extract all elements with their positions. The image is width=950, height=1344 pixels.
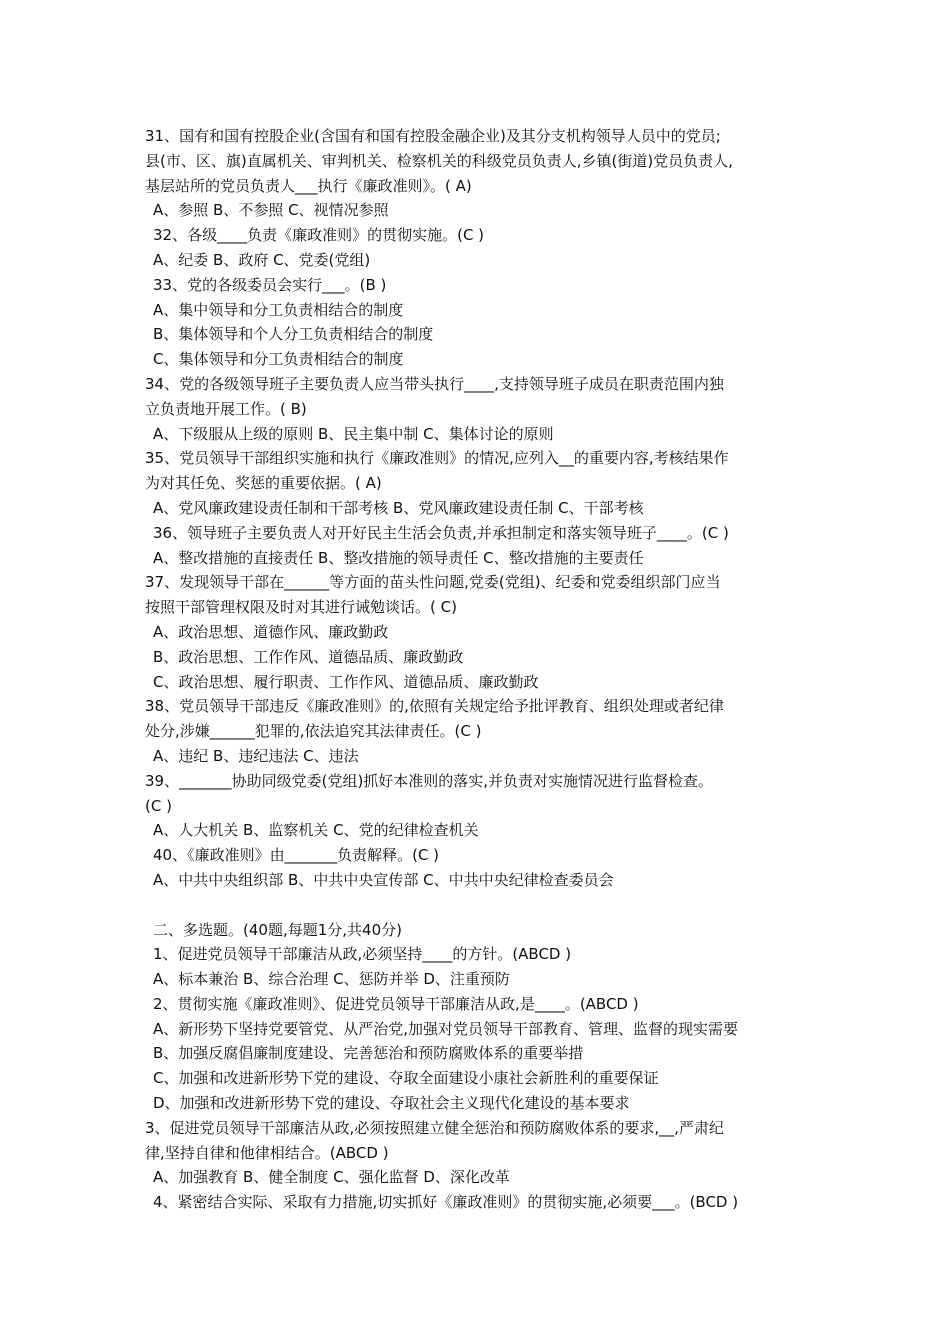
text-line: 立负责地开展工作。( B) (145, 399, 307, 418)
text-line: C、加强和改进新形势下党的建设、夺取全面建设小康社会新胜利的重要保证 (153, 1069, 659, 1088)
text-line: 1、促进党员领导干部廉洁从政,必须坚持____的方针。(ABCD ) (153, 945, 572, 964)
text-line: 32、各级____负责《廉政准则》的贯彻实施。(C ) (153, 226, 485, 245)
text-line: 二、多选题。(40题,每题1分,共40分) (153, 920, 402, 939)
text-line: B、政治思想、工作作风、道德品质、廉政勤政 (153, 647, 464, 666)
text-line: 律,坚持自律和他律相结合。(ABCD ) (145, 1143, 389, 1162)
text-line: 39、_______协助同级党委(党组)抓好本准则的落实,并负责对实施情况进行监督检查。 (145, 771, 714, 790)
text-line: A、整改措施的直接责任 B、整改措施的领导责任 C、整改措施的主要责任 (153, 548, 644, 567)
text-line (145, 893, 810, 918)
text-line: A、新形势下坚持党要管党、从严治党,加强对党员领导干部教育、管理、监督的现实需要 (153, 1019, 739, 1038)
text-line: A、党风廉政建设责任制和干部考核 B、党风廉政建设责任制 C、干部考核 (153, 498, 644, 517)
text-line: A、纪委 B、政府 C、党委(党组) (153, 250, 371, 269)
text-line: A、标本兼治 B、综合治理 C、惩防并举 D、注重预防 (153, 970, 510, 989)
document-page (145, 124, 810, 1215)
text-line: A、参照 B、不参照 C、视情况参照 (153, 201, 389, 220)
text-line: 40、《廉政准则》由_______负责解释。(C ) (153, 846, 440, 865)
text-line: C、政治思想、履行职责、工作作风、道德品质、廉政勤政 (153, 672, 539, 691)
text-line: 35、党员领导干部组织实施和执行《廉政准则》的情况,应列入__的重要内容,考核结果作 (145, 449, 729, 468)
text-line: 37、发现领导干部在______等方面的苗头性问题,党委(党组)、纪委和党委组织部门应当 (145, 573, 721, 592)
text-line: 34、党的各级领导班子主要负责人应当带头执行____,支持领导班子成员在职责范围内独 (145, 374, 724, 393)
text-line: 38、党员领导干部违反《廉政准则》的,依照有关规定给予批评教育、组织处理或者纪律 (145, 697, 724, 716)
text-line: D、加强和改进新形势下党的建设、夺取社会主义现代化建设的基本要求 (153, 1094, 630, 1113)
text-line: (C ) (145, 796, 172, 815)
text-line: A、加强教育 B、健全制度 C、强化监督 D、深化改革 (153, 1168, 510, 1187)
text-line: B、加强反腐倡廉制度建设、完善惩治和预防腐败体系的重要举措 (153, 1044, 584, 1063)
text-line: A、政治思想、道德作风、廉政勤政 (153, 622, 389, 641)
text-line: 36、领导班子主要负责人对开好民主生活会负责,并承担制定和落实领导班子____。(C ) (153, 523, 729, 542)
text-line: 3、促进党员领导干部廉洁从政,必须按照建立健全惩治和预防腐败体系的要求,__,严肃纪 (145, 1118, 724, 1137)
text-line: A、集中领导和分工负责相结合的制度 (153, 300, 404, 319)
text-line: 为对其任免、奖惩的重要依据。( A) (145, 474, 382, 493)
text-line: 33、党的各级委员会实行___。(B ) (153, 275, 387, 294)
text-line: A、下级服从上级的原则 B、民主集中制 C、集体讨论的原则 (153, 424, 554, 443)
text-line: A、中共中央组织部 B、中共中央宣传部 C、中共中央纪律检查委员会 (153, 870, 614, 889)
text-line: 2、贯彻实施《廉政准则》、促进党员领导干部廉洁从政,是____。(ABCD ) (153, 994, 639, 1013)
text-line: 按照干部管理权限及时对其进行诫勉谈话。( C) (145, 598, 457, 617)
text-line: 4、紧密结合实际、采取有力措施,切实抓好《廉政准则》的贯彻实施,必须要___。(BCD ) (153, 1193, 739, 1212)
text-line: 处分,涉嫌______犯罪的,依法追究其法律责任。(C ) (145, 722, 482, 741)
text-line: 31、国有和国有控股企业(含国有和国有控股金融企业)及其分支机构领导人员中的党员; (145, 127, 721, 145)
text-line: 基层站所的党员负责人___执行《廉政准则》。( A) (145, 176, 472, 195)
text-line: C、集体领导和分工负责相结合的制度 (153, 350, 404, 369)
text-line: 县(市、区、旗)直属机关、审判机关、检察机关的科级党员负责人,乡镇(街道)党员负责人, (145, 151, 733, 170)
text-line: B、集体领导和个人分工负责相结合的制度 (153, 325, 434, 344)
text-line: A、人大机关 B、监察机关 C、党的纪律检查机关 (153, 821, 479, 840)
text-line: A、违纪 B、违纪违法 C、违法 (153, 746, 359, 765)
